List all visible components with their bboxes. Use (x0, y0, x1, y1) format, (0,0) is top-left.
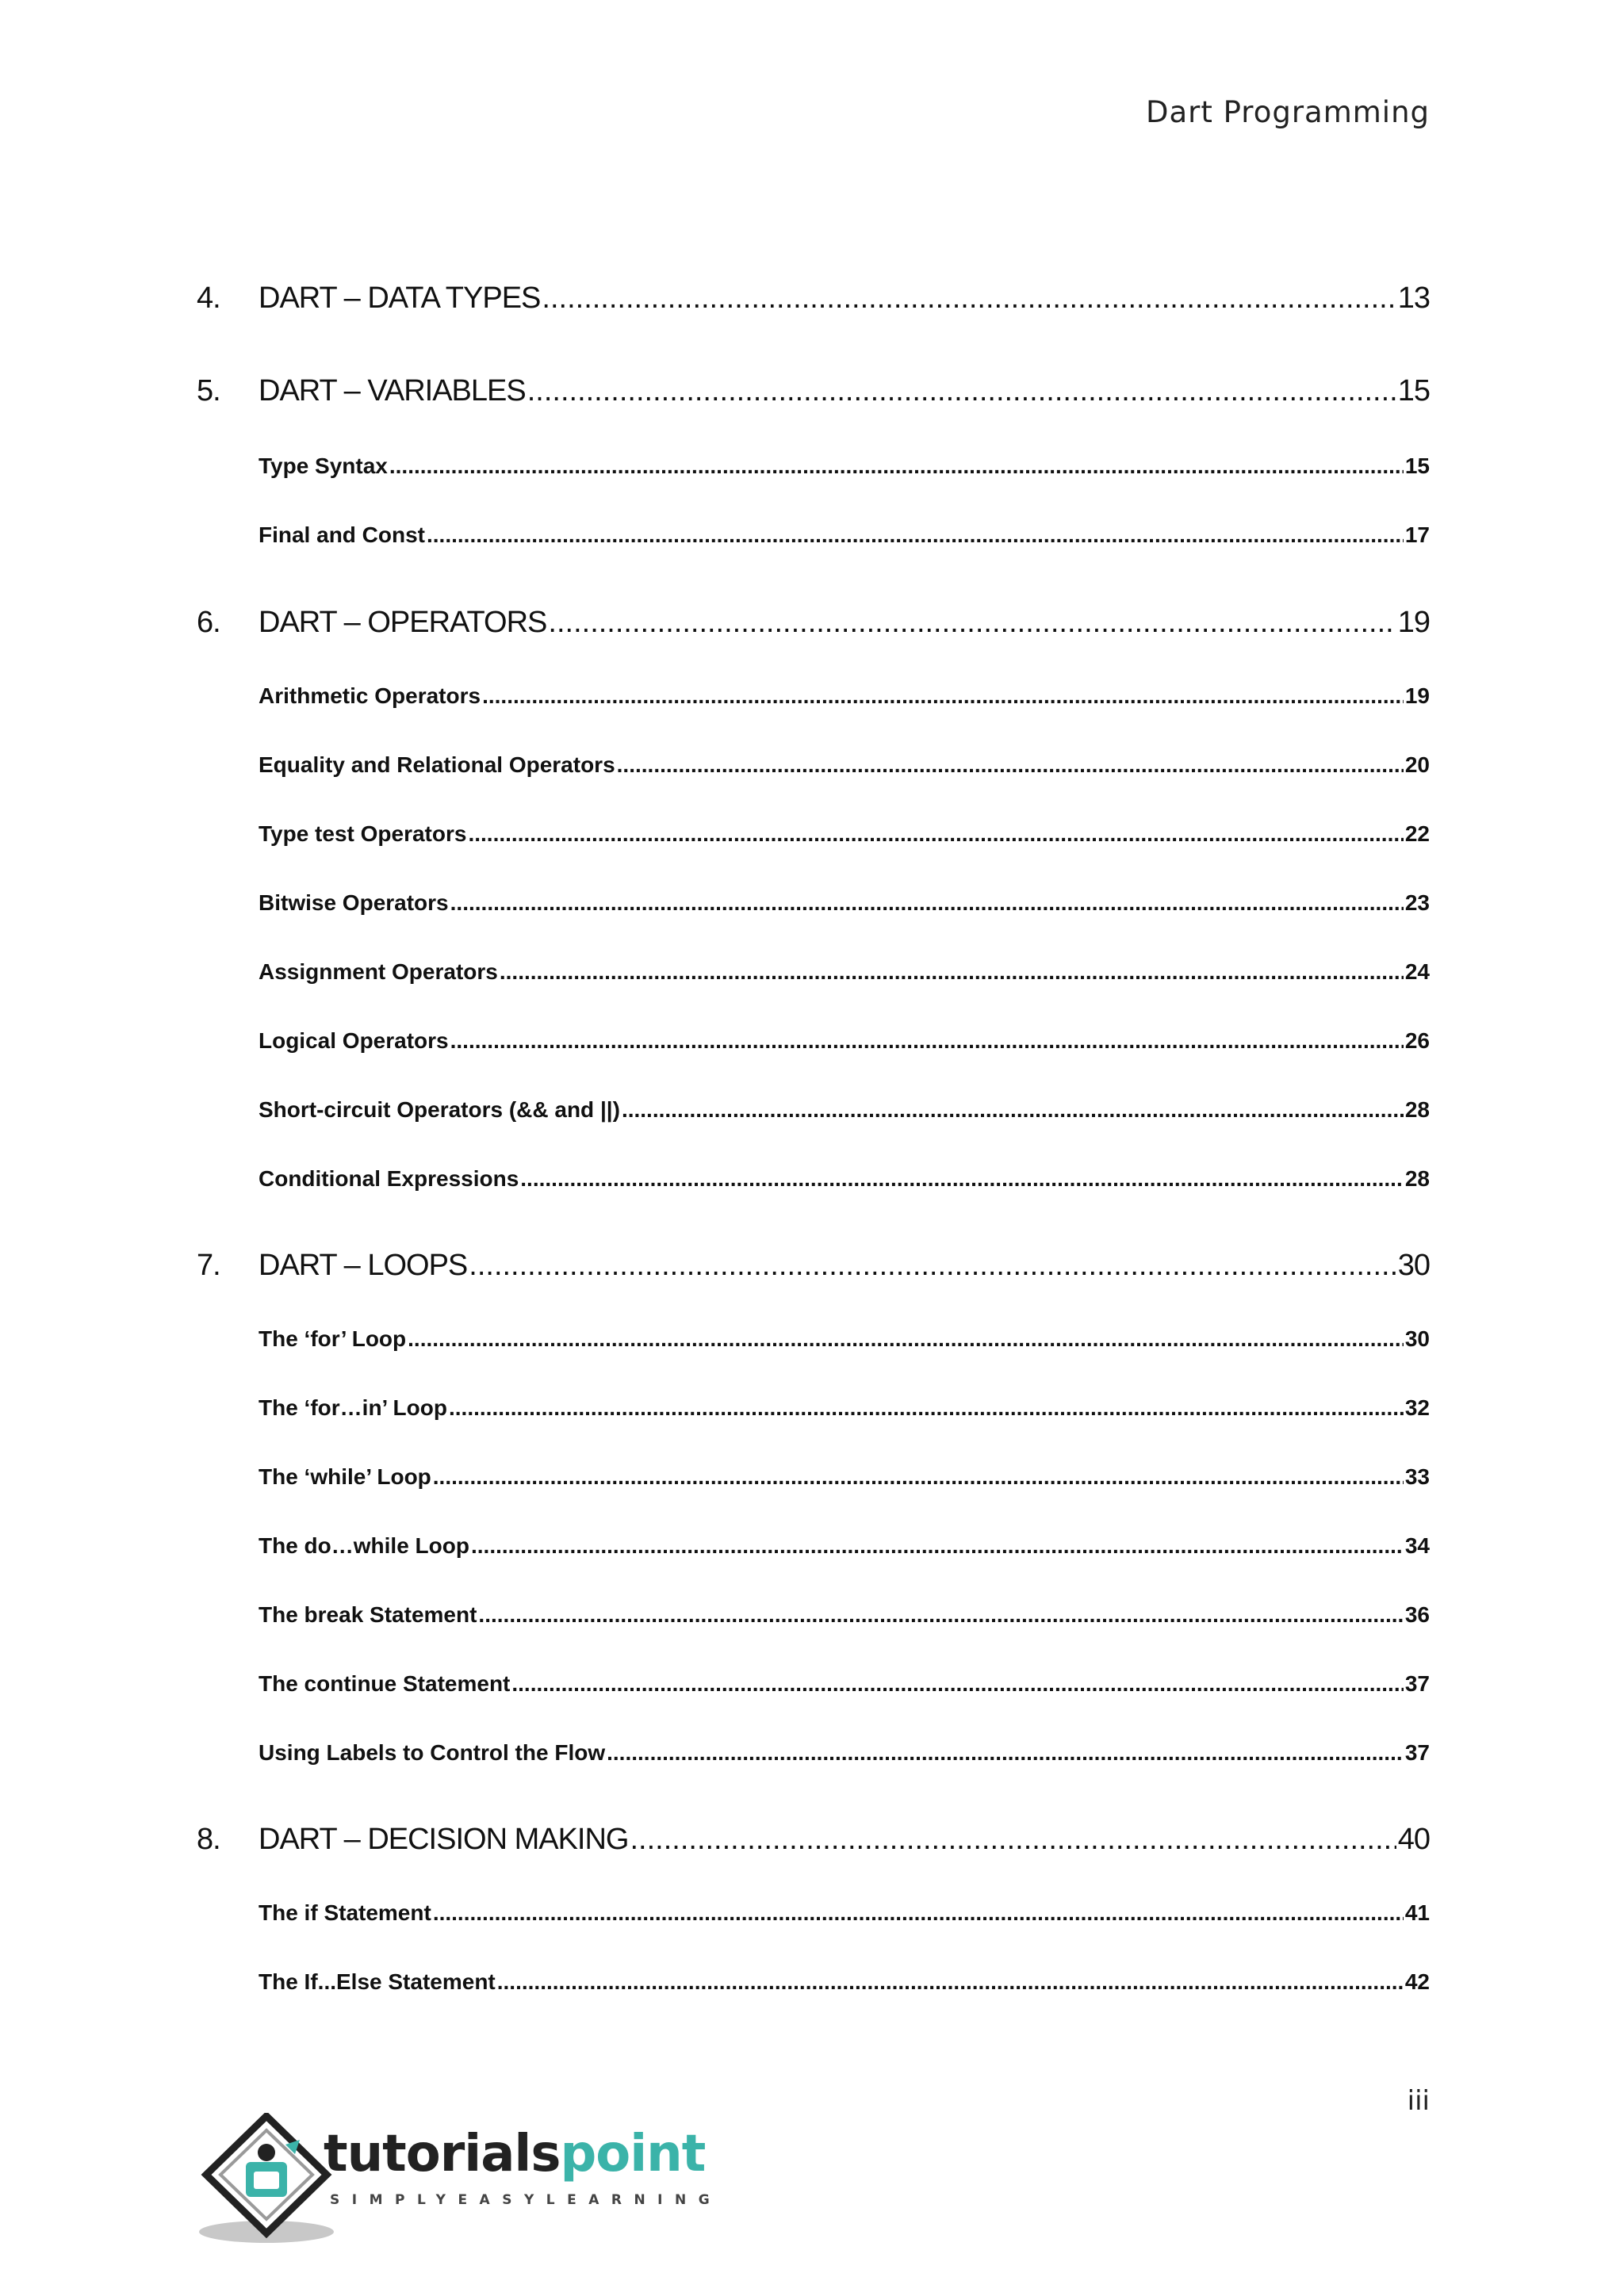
toc-entry-title: DART – DATA TYPES (259, 281, 541, 315)
toc-chapter-number: 7. (197, 1249, 220, 1282)
toc-page-number: 24 (1404, 959, 1430, 984)
toc-page-number: 17 (1404, 522, 1430, 547)
toc-entry-title: Final and Const (259, 522, 425, 547)
toc-chapter-entry[interactable] (197, 374, 1430, 408)
toc-section-entry[interactable] (197, 522, 1430, 548)
toc-page-number: 26 (1404, 1028, 1430, 1053)
toc-entry-title: Equality and Relational Operators (259, 752, 615, 777)
toc-section-entry[interactable] (197, 1166, 1430, 1192)
toc-entry-title: The continue Statement (259, 1671, 511, 1696)
toc-entry-title: Arithmetic Operators (259, 683, 481, 708)
toc-chapter-number: 8. (197, 1823, 220, 1856)
toc-chapter-entry[interactable] (197, 1823, 1430, 1857)
toc-page-number: 28 (1404, 1166, 1430, 1191)
logo-tagline: SIMPLYEASYLEARNING (330, 2192, 722, 2208)
dot-leader (478, 1602, 1403, 1628)
toc-page-number: 19 (1397, 606, 1430, 639)
toc-entry-title: Conditional Expressions (259, 1166, 519, 1191)
toc-chapter-number: 6. (197, 606, 220, 639)
toc-entry-title: The break Statement (259, 1602, 477, 1627)
toc-entry-title: DART – OPERATORS (259, 606, 547, 639)
dot-leader (607, 1740, 1404, 1766)
toc-chapter-entry[interactable] (197, 281, 1430, 316)
toc-section-entry[interactable] (197, 1533, 1430, 1559)
toc-page-number: 20 (1404, 752, 1430, 777)
toc-entry-title: The ‘while’ Loop (259, 1464, 431, 1489)
toc-section-entry[interactable] (197, 1326, 1430, 1352)
dot-leader (468, 821, 1403, 847)
toc-section-entry[interactable] (197, 959, 1430, 985)
toc-page-number: 34 (1404, 1533, 1430, 1558)
toc-page-number: 15 (1404, 453, 1430, 478)
dot-leader (500, 959, 1404, 985)
toc-section-entry[interactable] (197, 1028, 1430, 1054)
dot-leader (630, 1823, 1396, 1857)
dot-leader (527, 374, 1396, 408)
toc-section-entry[interactable] (197, 752, 1430, 778)
toc-chapter-entry[interactable] (197, 606, 1430, 640)
dot-leader (617, 752, 1404, 778)
dot-leader (408, 1326, 1404, 1352)
toc-section-entry[interactable] (197, 1097, 1430, 1123)
dot-leader (433, 1464, 1404, 1490)
toc-page-number: 22 (1404, 821, 1430, 846)
toc-page-number: 42 (1404, 1969, 1430, 1994)
toc-section-entry[interactable] (197, 1602, 1430, 1628)
dot-leader (450, 890, 1404, 916)
toc-section-entry[interactable] (197, 1900, 1430, 1926)
toc-page-number: 13 (1397, 281, 1430, 315)
toc-entry-title: Type Syntax (259, 453, 388, 478)
toc-entry-title: Assignment Operators (259, 959, 498, 984)
dot-leader (548, 606, 1396, 640)
toc-page-number: 23 (1404, 890, 1430, 915)
toc-chapter-number: 4. (197, 281, 220, 315)
dot-leader (427, 522, 1404, 548)
toc-section-entry[interactable] (197, 1740, 1430, 1766)
dot-leader (450, 1028, 1404, 1054)
dot-leader (542, 281, 1396, 316)
toc-entry-title: DART – DECISION MAKING (259, 1823, 629, 1856)
toc-section-entry[interactable] (197, 683, 1430, 709)
dot-leader (497, 1969, 1404, 1995)
dot-leader (449, 1395, 1404, 1421)
toc-page-number: 15 (1397, 374, 1430, 408)
page-number: iii (1407, 2085, 1430, 2117)
toc-entry-title: Type test Operators (259, 821, 467, 846)
toc-section-entry[interactable] (197, 1969, 1430, 1995)
dot-leader (469, 1249, 1396, 1283)
logo-diamond-icon (197, 2113, 339, 2248)
toc-chapter-number: 5. (197, 374, 220, 408)
running-header: Dart Programming (1145, 95, 1430, 129)
dot-leader (622, 1097, 1404, 1123)
toc-entry-title: Bitwise Operators (259, 890, 449, 915)
toc-page-number: 37 (1404, 1671, 1430, 1696)
toc-page-number: 36 (1404, 1602, 1430, 1627)
toc-page-number: 40 (1397, 1823, 1430, 1856)
toc-page-number: 30 (1397, 1249, 1430, 1282)
toc-entry-title: DART – LOOPS (259, 1249, 468, 1282)
dot-leader (389, 453, 1404, 479)
toc-section-entry[interactable] (197, 1464, 1430, 1490)
tutorialspoint-logo (197, 2113, 722, 2248)
toc-page-number: 19 (1404, 683, 1430, 708)
toc-entry-title: The do…while Loop (259, 1533, 469, 1558)
toc-section-entry[interactable] (197, 821, 1430, 847)
toc-section-entry[interactable] (197, 1671, 1430, 1697)
dot-leader (433, 1900, 1404, 1926)
toc-page-number: 30 (1404, 1326, 1430, 1351)
toc-section-entry[interactable] (197, 453, 1430, 479)
toc-section-entry[interactable] (197, 890, 1430, 916)
toc-page-number: 32 (1404, 1395, 1430, 1420)
dot-leader (471, 1533, 1404, 1559)
toc-page-number: 33 (1404, 1464, 1430, 1489)
toc-section-entry[interactable] (197, 1395, 1430, 1421)
toc-page-number: 41 (1404, 1900, 1430, 1925)
toc-chapter-entry[interactable] (197, 1249, 1430, 1283)
toc-entry-title: The If...Else Statement (259, 1969, 496, 1994)
toc-entry-title: Using Labels to Control the Flow (259, 1740, 606, 1765)
logo-wordmark: tutorialspoint (324, 2125, 706, 2183)
dot-leader (511, 1671, 1403, 1697)
toc-entry-title: The ‘for…in’ Loop (259, 1395, 447, 1420)
toc-entry-title: Logical Operators (259, 1028, 449, 1053)
toc-entry-title: DART – VARIABLES (259, 374, 526, 408)
toc-page-number: 28 (1404, 1097, 1430, 1122)
toc-entry-title: The ‘for’ Loop (259, 1326, 407, 1351)
toc-page-number: 37 (1404, 1740, 1430, 1765)
dot-leader (482, 683, 1404, 709)
toc-entry-title: Short-circuit Operators (&& and ||) (259, 1097, 620, 1122)
dot-leader (520, 1166, 1404, 1192)
toc-entry-title: The if Statement (259, 1900, 431, 1925)
